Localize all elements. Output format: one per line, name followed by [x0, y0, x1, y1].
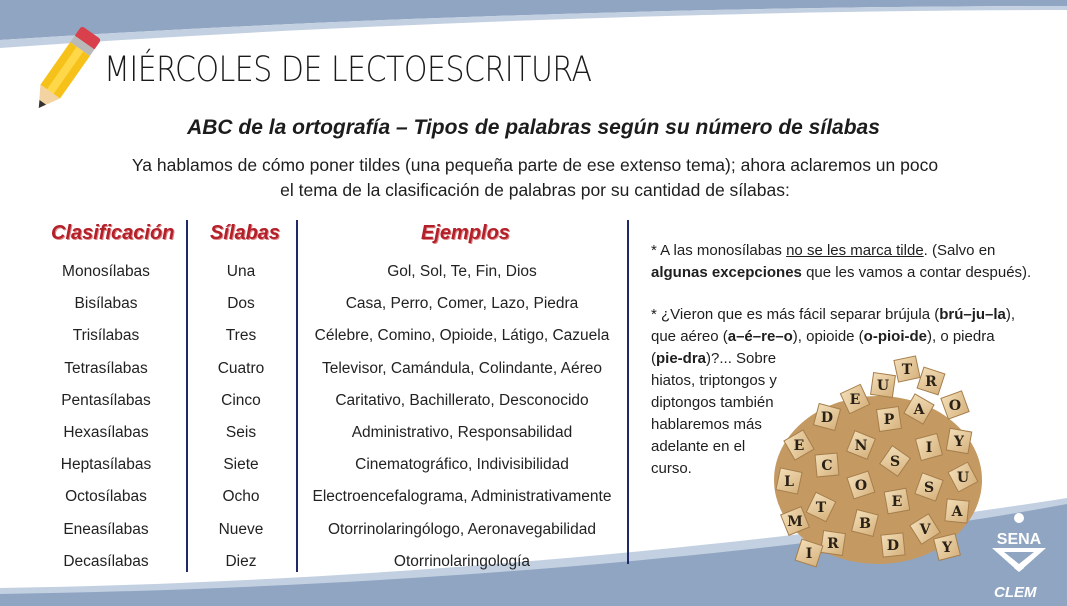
- ejemplos-cell: Administrativo, Responsabilidad: [351, 423, 573, 441]
- note-line: diptongos también: [651, 394, 774, 411]
- clasificacion-cell: Hexasílabas: [63, 423, 149, 441]
- ejemplos-cell: Gol, Sol, Te, Fin, Dios: [387, 263, 537, 280]
- scrabble-tiles-image: [768, 350, 986, 570]
- silabas-cell: Dos: [227, 295, 255, 313]
- svg-text:E: E: [891, 494, 903, 510]
- svg-text:C: C: [821, 458, 833, 474]
- ejemplos-cell: Casa, Perro, Comer, Lazo, Piedra: [345, 295, 579, 313]
- note-line: [651, 326, 1051, 348]
- svg-text:A: A: [951, 504, 963, 520]
- silabas-cell: Siete: [223, 456, 259, 474]
- note-line: [651, 240, 1051, 262]
- ejemplos-cell: Caritativo, Bachillerato, Desconocido: [335, 391, 589, 409]
- clasificacion-cell: Trisílabas: [72, 327, 140, 345]
- svg-text:I: I: [925, 440, 933, 456]
- svg-text:M: M: [787, 514, 803, 530]
- svg-text:T: T: [901, 362, 913, 378]
- silabas-cell: Nueve: [218, 520, 264, 538]
- note-line: [651, 304, 1051, 326]
- svg-text:V: V: [919, 522, 931, 538]
- note-bold: a–é–re–o: [727, 328, 793, 345]
- svg-text:P: P: [883, 412, 895, 428]
- note-text: que les vamos a contar después).: [801, 264, 1032, 281]
- svg-text:E: E: [793, 438, 805, 454]
- note-bold: algunas excepciones: [651, 264, 802, 281]
- note-line: curso.: [651, 460, 692, 477]
- svg-text:A: A: [913, 402, 925, 418]
- svg-text:Y: Y: [954, 434, 964, 450]
- ejemplos-column: [306, 256, 618, 578]
- svg-text:I: I: [805, 546, 813, 562]
- svg-text:L: L: [784, 474, 794, 490]
- svg-text:R: R: [827, 536, 839, 552]
- note-bold: brú–ju–la: [939, 306, 1006, 323]
- note-underlined: no se les marca tilde: [786, 242, 924, 259]
- page-title: MIÉRCOLES DE LECTOESCRITURA: [104, 50, 592, 91]
- ejemplos-cell: Célebre, Comino, Opioide, Látigo, Cazuela: [314, 327, 610, 345]
- note-line: hiatos, triptongos y: [651, 372, 777, 389]
- sena-logo-text: SENA: [996, 531, 1042, 548]
- clasificacion-cell: Heptasílabas: [60, 456, 152, 474]
- clasificacion-cell: Tetrasílabas: [64, 359, 148, 377]
- svg-text:U: U: [876, 378, 890, 394]
- silabas-column: [200, 256, 282, 578]
- ejemplos-cell: Otorrinolaringólogo, Aeronavegabilidad: [328, 520, 596, 538]
- svg-text:R: R: [925, 374, 937, 390]
- note-line: adelante en el: [651, 438, 746, 455]
- note-text: (: [651, 350, 656, 367]
- ejemplos-cell: Otorrinolaringología: [393, 552, 531, 570]
- clasificacion-cell: Pentasílabas: [61, 391, 151, 409]
- clasificacion-cell: Octosílabas: [65, 488, 147, 506]
- note-text: ), o piedra: [927, 328, 995, 345]
- note-text: ),: [1005, 306, 1016, 323]
- note-line: [651, 262, 1051, 284]
- sena-logo: [984, 512, 1054, 574]
- svg-text:S: S: [889, 454, 901, 470]
- note-line: hablaremos más: [651, 416, 762, 433]
- pencil-icon: [18, 22, 110, 122]
- column-divider: [627, 220, 629, 564]
- clasificacion-column: [42, 256, 170, 578]
- silabas-cell: Una: [226, 263, 256, 280]
- note-text: . (Salvo en: [923, 242, 996, 259]
- svg-text:O: O: [854, 478, 868, 494]
- monosilabas-note: [651, 240, 1051, 284]
- svg-text:T: T: [815, 500, 827, 516]
- ejemplos-cell: Electroencefalograma, Administrativamente: [312, 488, 612, 506]
- silabas-cell: Ocho: [222, 488, 260, 506]
- svg-text:D: D: [820, 410, 834, 426]
- silabas-cell: Cuatro: [217, 359, 265, 377]
- header-clasificacion: Clasificación: [51, 222, 175, 244]
- svg-text:D: D: [886, 538, 900, 554]
- silabas-cell: Seis: [225, 423, 257, 441]
- intro-line: Ya hablamos de cómo poner tildes (una pequeña parte de ese extenso tema); ahora aclaremos un poco: [131, 155, 939, 175]
- clasificacion-cell: Bisílabas: [74, 295, 138, 313]
- ejemplos-cell: Cinematográfico, Indivisibilidad: [355, 456, 569, 474]
- silabas-cell: Cinco: [221, 391, 261, 409]
- silabas-cell: Tres: [225, 327, 257, 345]
- column-divider: [296, 220, 298, 572]
- intro-paragraph: [120, 153, 950, 203]
- note-text: que aéreo (: [651, 328, 728, 345]
- svg-text:O: O: [948, 398, 962, 414]
- note-bold: o-pioi-de: [863, 328, 927, 345]
- footer-clem-label: CLEM: [994, 584, 1037, 601]
- note-text: * ¿Vieron que es más fácil separar brújula (: [651, 306, 940, 323]
- svg-text:S: S: [923, 480, 935, 496]
- svg-text:B: B: [859, 516, 871, 532]
- svg-text:E: E: [849, 392, 861, 408]
- header-silabas: Sílabas: [210, 222, 281, 244]
- subtitle: ABC de la ortografía – Tipos de palabras según su número de sílabas: [187, 116, 880, 139]
- header-ejemplos: Ejemplos: [421, 222, 510, 244]
- clasificacion-cell: Eneasílabas: [63, 520, 149, 538]
- note-text: )?... Sobre: [706, 350, 777, 367]
- clasificacion-cell: Decasílabas: [63, 552, 149, 570]
- intro-line: el tema de la clasificación de palabras por su cantidad de sílabas:: [280, 180, 790, 200]
- svg-text:Y: Y: [942, 540, 952, 556]
- clasificacion-cell: Monosílabas: [62, 263, 150, 280]
- svg-text:U: U: [956, 470, 970, 486]
- svg-text:N: N: [854, 438, 868, 454]
- note-text: * A las monosílabas: [651, 242, 787, 259]
- note-bold: pie-dra: [656, 350, 707, 367]
- ejemplos-cell: Televisor, Camándula, Colindante, Aéreo: [321, 359, 603, 377]
- note-text: ), opioide (: [792, 328, 864, 345]
- silabas-cell: Diez: [225, 552, 257, 570]
- column-divider: [186, 220, 188, 572]
